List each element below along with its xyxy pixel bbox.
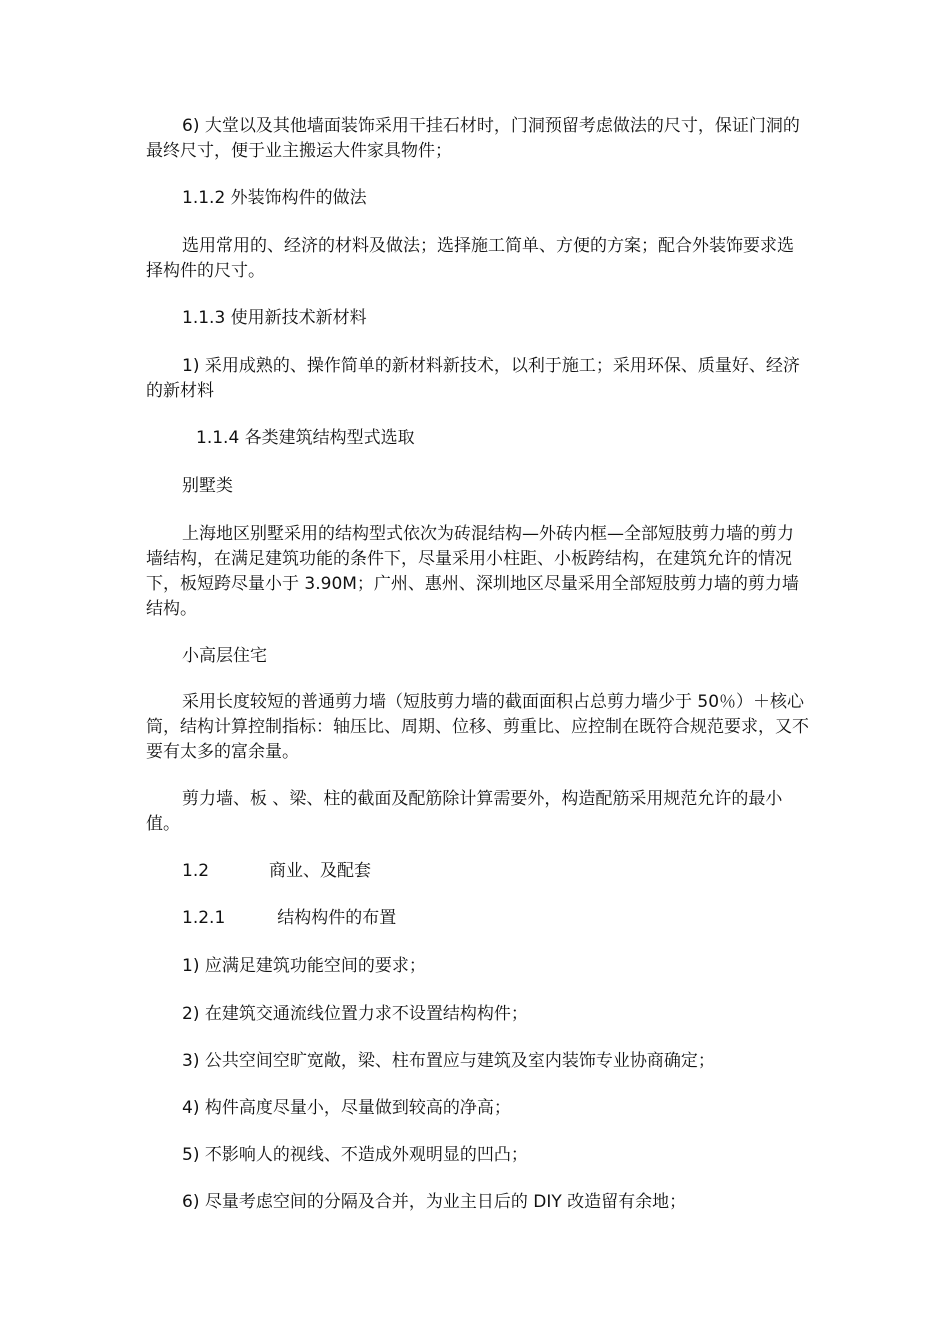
paragraph-shear-wall: 采用长度较短的普通剪力墙（短肢剪力墙的截面面积占总剪力墙少于 50％）＋核心筒，结构计算控制指标：轴压比、周期、位移、剪重比、应控制在既符合规范要求，又不要有太多的富余量。 [146, 692, 809, 762]
heading-1-2-1-number: 1.2.1 [182, 908, 226, 928]
heading-1-2 [182, 859, 371, 884]
subheading-small-highrise: 小高层住宅 [182, 646, 267, 666]
paragraph-villa-structure: 上海地区别墅采用的结构型式依次为砖混结构—外砖内框—全部短肢剪力墙的剪力墙结构，在满足建筑功能的条件下，尽量采用小柱距、小板跨结构，在建筑允许的情况下，板短跨尽量小于 3.90M；广州、惠州、深圳地区尽量采用全部短肢剪力墙的剪力墙结构。 [146, 524, 799, 619]
heading-1-1-3: 1.1.3 使用新技术新材料 [182, 308, 367, 328]
list-item: 5) 不影响人的视线、不造成外观明显的凹凸； [182, 1145, 528, 1165]
heading-1-1-4: 1.1.4 各类建筑结构型式选取 [196, 428, 415, 448]
list-item: 3) 公共空间空旷宽敞，梁、柱布置应与建筑及室内装饰专业协商确定； [182, 1051, 715, 1071]
heading-1-2-1 [182, 906, 396, 931]
subheading-villa: 别墅类 [182, 476, 233, 496]
heading-1-2-number: 1.2 [182, 861, 210, 881]
paragraph-exterior-components: 选用常用的、经济的材料及做法；选择施工简单、方便的方案；配合外装饰要求选择构件的尺寸。 [146, 236, 794, 281]
list-item: 6) 尽量考虑空间的分隔及合并，为业主日后的 DIY 改造留有余地； [182, 1192, 687, 1212]
list-item: 2) 在建筑交通流线位置力求不设置结构构件； [182, 1004, 528, 1024]
heading-1-2-text: 商业、及配套 [269, 861, 372, 881]
heading-1-1-2: 1.1.2 外装饰构件的做法 [182, 188, 367, 208]
paragraph-lobby-stone: 6) 大堂以及其他墙面装饰采用干挂石材时，门洞预留考虑做法的尺寸，保证门洞的最终尺寸，便于业主搬运大件家具物件； [146, 116, 800, 161]
heading-1-2-1-text: 结构构件的布置 [277, 908, 397, 928]
list-item: 4) 构件高度尽量小，尽量做到较高的净高； [182, 1098, 511, 1118]
paragraph-new-materials: 1) 采用成熟的、操作简单的新材料新技术，以利于施工；采用环保、质量好、经济的新材料 [146, 356, 800, 401]
list-item: 1) 应满足建筑功能空间的要求； [182, 956, 426, 976]
paragraph-reinforcement: 剪力墙、板 、梁、柱的截面及配筋除计算需要外，构造配筋采用规范允许的最小值。 [146, 789, 783, 834]
